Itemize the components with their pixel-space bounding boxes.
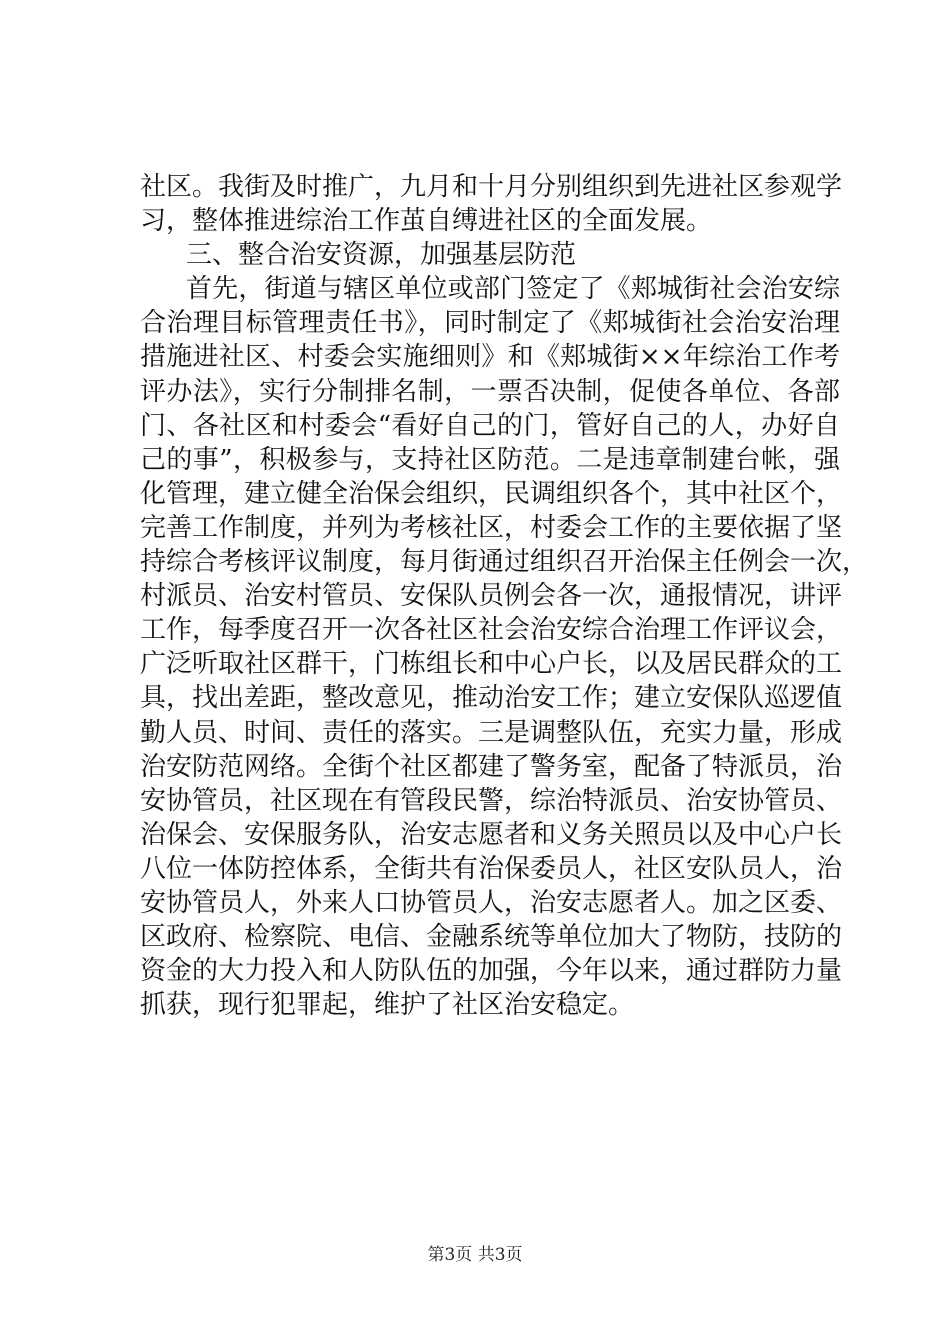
text-line: 抓获，现行犯罪起，维护了社区治安稳定。 bbox=[140, 990, 635, 1021]
text-line: 社区。我街及时推广，九月和十月分别组织到先进社区参观学 bbox=[140, 172, 843, 202]
text-line: 评办法》，实行分制排名制，一票否决制，促使各单位、各部 bbox=[140, 376, 840, 407]
text-line: 安协管员，社区现在有管段民警，综治特派员、治安协管员、 bbox=[140, 785, 843, 816]
text-line: 己的事”，积极参与，支持社区防范。二是违章制建台帐，强 bbox=[140, 444, 840, 475]
text-line: 习，整体推进综治工作茧自缚进社区的全面发展。 bbox=[140, 206, 713, 237]
text-line: 完善工作制度，并列为考核社区，村委会工作的主要依据了坚 bbox=[140, 512, 843, 543]
text-line: 治安防范网络。全街个社区都建了警务室，配备了特派员，治 bbox=[140, 751, 843, 782]
text-line: 具，找出差距，整改意见，推动治安工作；建立安保队巡逻值 bbox=[140, 683, 843, 714]
text-line: 持综合考核评议制度，每月街通过组织召开治保主任例会一次， bbox=[140, 547, 869, 578]
text-line: 广泛听取社区群干，门栋组长和中心户长，以及居民群众的工 bbox=[140, 649, 843, 680]
text-line: 八位一体防控体系，全街共有治保委员人，社区安队员人，治 bbox=[140, 853, 843, 884]
text-line: 村派员、治安村管员、安保队员例会各一次，通报情况，讲评 bbox=[140, 581, 843, 612]
text-line: 合治理目标管理责任书》，同时制定了《郏城街社会治安治理 bbox=[140, 308, 840, 339]
text-line: 三、整合治安资源，加强基层防范 bbox=[186, 240, 577, 271]
text-line: 工作，每季度召开一次各社区社会治安综合治理工作评议会， bbox=[140, 615, 843, 646]
text-line: 门、各社区和村委会“看好自己的门，管好自己的人，办好自 bbox=[140, 410, 840, 441]
text-line: 治保会、安保服务队，治安志愿者和义务关照员以及中心户长 bbox=[140, 819, 843, 850]
page-footer: 第3页 共3页 bbox=[427, 1245, 523, 1265]
text-line: 措施进社区、村委会实施细则》和《郏城街××年综治工作考 bbox=[140, 342, 840, 373]
text-line: 资金的大力投入和人防队伍的加强，今年以来，通过群防力量 bbox=[140, 956, 843, 987]
text-line: 首先，街道与辖区单位或部门签定了《郏城街社会治安综 bbox=[186, 274, 840, 305]
text-line: 安协管员人，外来人口协管员人，治安志愿者人。加之区委、 bbox=[140, 887, 843, 918]
text-line: 勤人员、时间、责任的落实。三是调整队伍，充实力量，形成 bbox=[140, 717, 843, 748]
text-line: 区政府、检察院、电信、金融系统等单位加大了物防，技防的 bbox=[140, 922, 843, 953]
body-text bbox=[140, 170, 869, 1022]
text-line: 化管理，建立健全治保会组织，民调组织各个，其中社区个， bbox=[140, 478, 843, 509]
